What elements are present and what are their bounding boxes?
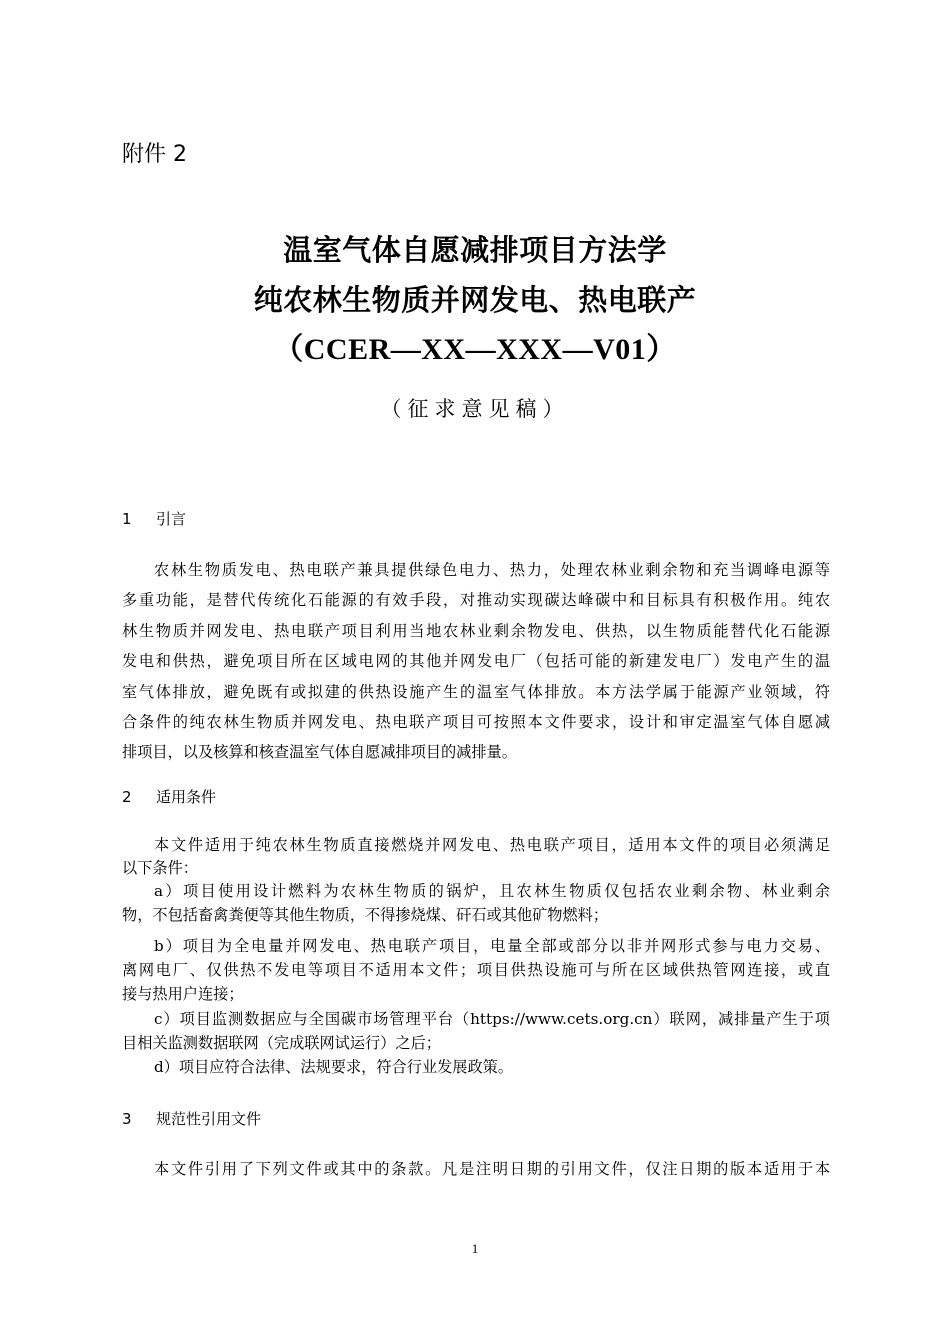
paragraph-line: 离网电厂、仅供热不发电等项目不适用本文件；项目供热设施可与所在区域供热管网连接，或直 — [122, 961, 830, 979]
list-item-b: b）项目为全电量并网发电、热电联产项目，电量全部或部分以非并网形式参与电力交易、 — [154, 937, 830, 955]
paragraph-line: 合条件的纯农林生物质并网发电、热电联产项目可按照本文件要求，设计和审定温室气体自愿减 — [122, 713, 830, 731]
paragraph-line: 目相关监测数据联网（完成联网试运行）之后； — [122, 1034, 441, 1052]
paragraph-line: 林生物质并网发电、热电联产项目利用当地农林业剩余物发电、供热，以生物质能替代化石能源 — [122, 622, 830, 640]
list-item-c: c）项目监测数据应与全国碳市场管理平台（https://www.cets.org.cn）联网，减排量产生于项 — [154, 1010, 830, 1028]
section-number: 2 — [122, 788, 132, 806]
paragraph-line: 农林生物质发电、热电联产兼具提供绿色电力、热力，处理农林业剩余物和充当调峰电源等 — [154, 561, 830, 579]
draft-subtitle: （征求意见稿） — [380, 397, 570, 421]
page-number: 1 — [471, 1241, 479, 1256]
paragraph-line: 物，不包括畜禽粪便等其他生物质，不得掺烧煤、矸石或其他矿物燃料； — [122, 906, 608, 924]
section-title: 适用条件 — [156, 788, 217, 806]
paragraph-line: 排项目，以及核算和核查温室气体自愿减排项目的减排量。 — [122, 743, 517, 761]
section-title: 规范性引用文件 — [156, 1110, 262, 1128]
document-title-line-1: 温室气体自愿减排项目方法学 — [283, 233, 667, 267]
list-item-d: d）项目应符合法律、法规要求，符合行业发展政策。 — [154, 1058, 514, 1076]
paragraph-line: 室气体排放，避免既有或拟建的供热设施产生的温室气体排放。本方法学属于能源产业领域，符 — [122, 683, 830, 701]
section-title: 引言 — [156, 510, 187, 528]
annex-label: 附件 2 — [122, 142, 187, 167]
paragraph-line: 本文件引用了下列文件或其中的条款。凡是注明日期的引用文件，仅注日期的版本适用于本 — [154, 1160, 830, 1178]
document-code: （CCER—XX—XXX—V01） — [273, 333, 677, 366]
list-item-a: a）项目使用设计燃料为农林生物质的锅炉，且农林生物质仅包括农业剩余物、林业剩余 — [154, 882, 830, 900]
section-heading-2 — [122, 786, 216, 808]
paragraph-line: 接与热用户连接； — [122, 985, 244, 1003]
section-number: 3 — [122, 1110, 132, 1128]
section-number: 1 — [122, 510, 132, 528]
section-heading-3 — [122, 1108, 261, 1130]
paragraph-line: 发电和供热，避免项目所在区域电网的其他并网发电厂（包括可能的新建发电厂）发电产生的温 — [122, 652, 830, 670]
paragraph-line: 多重功能，是替代传统化石能源的有效手段，对推动实现碳达峰碳中和目标具有积极作用。纯农 — [122, 591, 830, 609]
document-title-line-2: 纯农林生物质并网发电、热电联产 — [253, 283, 697, 317]
paragraph-line: 以下条件： — [122, 859, 198, 877]
paragraph-line: 本文件适用于纯农林生物质直接燃烧并网发电、热电联产项目，适用本文件的项目必须满足 — [154, 836, 830, 854]
section-heading-1 — [122, 508, 186, 530]
